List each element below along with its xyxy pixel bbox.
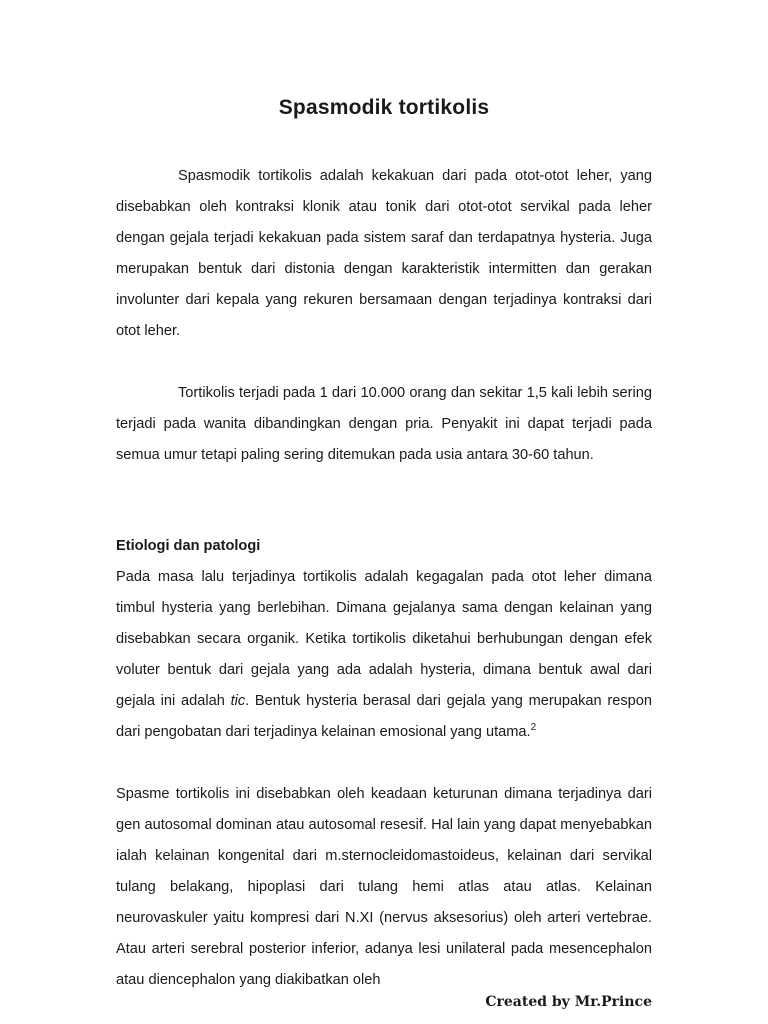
etiology-paragraph — [116, 562, 652, 748]
page-title: Spasmodik tortikolis — [278, 96, 490, 119]
etiology-italic-term: tic — [230, 693, 246, 709]
epidemiology-paragraph: Tortikolis terjadi pada 1 dari 10.000 orang dan sekitar 1,5 kali lebih sering terjadi pada wanita dibandingkan dengan pria. Penyakit ini dapat terjadi pada semua umur tetapi paling sering ditemukan pada usia antara 30-60 tahun. — [116, 385, 652, 463]
etiology-text-start: Pada masa lalu terjadinya tortikolis adalah kegagalan pada otot leher dimana timbul hysteria yang berlebihan. Dimana gejalanya sama dengan kelainan yang disebabkan secara organik. Ketika tortikolis diketahui berhubungan dengan efek voluter bentuk dari gejala yang ada adalah hysteria, dimana bentuk awal dari gejala ini adalah — [116, 569, 652, 709]
footer-credit: Created by Mr.Prince — [485, 994, 652, 1010]
causes-paragraph: Spasme tortikolis ini disebabkan oleh keadaan keturunan dimana terjadinya dari gen autosomal dominan atau autosomal resesif. Hal lain yang dapat menyebabkan ialah kelainan kongenital dari m.sternocleidomastoideus, kelainan dari servikal tulang belakang, hipoplasi dari tulang hemi atlas atau atlas. Kelainan neurovaskuler yaitu kompresi dari N.XI (nervus aksesorius) oleh arteri vertebrae. Atau arteri serebral posterior inferior, adanya lesi unilateral pada mesencephalon atau diencephalon yang diakibatkan oleh — [116, 786, 652, 988]
footnote-reference: 2 — [530, 722, 537, 733]
section-heading-etiologi: Etiologi dan patologi — [116, 538, 261, 554]
intro-paragraph: Spasmodik tortikolis adalah kekakuan dari pada otot-otot leher, yang disebabkan oleh kontraksi klonik atau tonik dari otot-otot servikal pada leher dengan gejala terjadi kekakuan pada sistem saraf dan terdapatnya hysteria. Juga merupakan bentuk dari distonia dengan karakteristik intermitten dan gerakan involunter dari kepala yang rekuren bersamaan dengan terjadinya kontraksi dari otot leher. — [116, 168, 652, 339]
etiology-text-end: . Bentuk hysteria berasal dari gejala yang merupakan respon dari pengobatan dari terjadinya kelainan emosional yang utama. — [116, 693, 652, 740]
